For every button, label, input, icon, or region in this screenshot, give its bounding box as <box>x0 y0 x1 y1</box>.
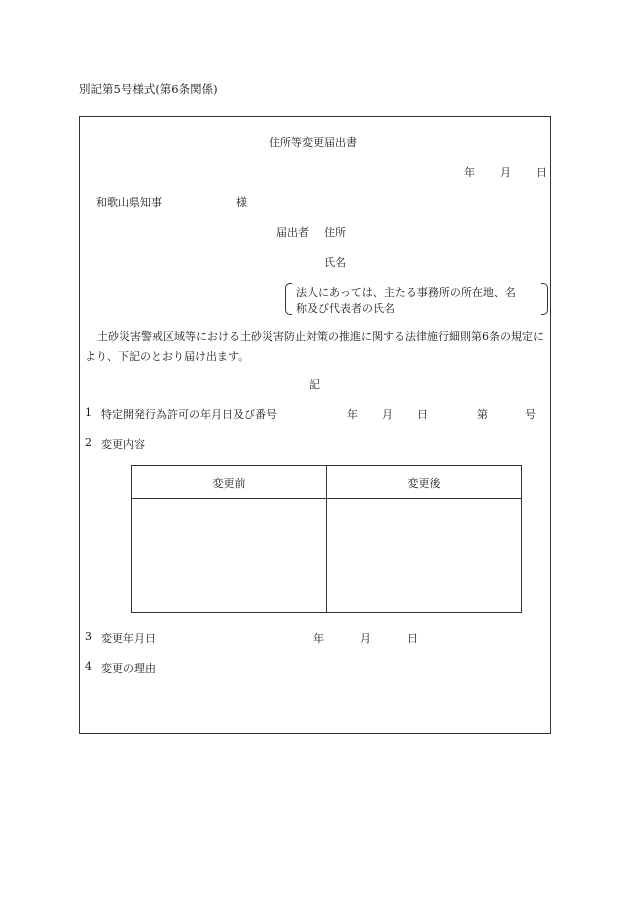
form-number: 別記第5号様式(第6条関係) <box>79 82 218 96</box>
item1-year: 年 <box>347 408 358 421</box>
table-header-before: 変更前 <box>212 477 246 490</box>
item2-number: 2 <box>85 436 92 449</box>
item3-month: 月 <box>360 632 371 645</box>
notifier-address-label: 住所 <box>324 226 346 239</box>
table-header-divider <box>132 498 521 499</box>
item1-dai: 第 <box>477 408 488 421</box>
item1-day: 日 <box>417 408 428 421</box>
addressee-name: 和歌山県知事 <box>96 196 162 209</box>
item1-month: 月 <box>382 408 393 421</box>
addressee-suffix: 様 <box>236 196 247 209</box>
notifier-label: 届出者 <box>276 226 309 239</box>
item1-number: 1 <box>85 406 92 419</box>
item4-number: 4 <box>85 660 92 673</box>
notifier-name-label: 氏名 <box>324 256 346 269</box>
form-title: 住所等変更届出書 <box>269 136 357 149</box>
item3-label: 変更年月日 <box>101 632 156 645</box>
body-text: 土砂災害警戒区域等における土砂災害防止対策の推進に関する法律施行細則第6条の規定により、下記のとおり届け出ます。 <box>85 330 544 363</box>
bracket-left <box>285 283 292 315</box>
ki-heading: 記 <box>309 378 320 391</box>
corporate-note-line1: 法人にあっては、主たる事務所の所在地、名 <box>296 286 516 299</box>
item3-number: 3 <box>85 630 92 643</box>
date-day: 日 <box>536 166 547 179</box>
date-year: 年 <box>464 166 475 179</box>
corporate-note-line2: 称及び代表者の氏名 <box>296 302 395 315</box>
item1-label: 特定開発行為許可の年月日及び番号 <box>101 408 277 421</box>
item1-go: 号 <box>525 408 536 421</box>
bracket-right <box>541 283 548 315</box>
table-header-after: 変更後 <box>407 477 441 490</box>
date-month: 月 <box>500 166 511 179</box>
item4-label: 変更の理由 <box>101 662 156 675</box>
item2-label: 変更内容 <box>101 438 145 451</box>
item3-day: 日 <box>407 632 418 645</box>
change-table <box>131 465 522 613</box>
item3-year: 年 <box>313 632 324 645</box>
